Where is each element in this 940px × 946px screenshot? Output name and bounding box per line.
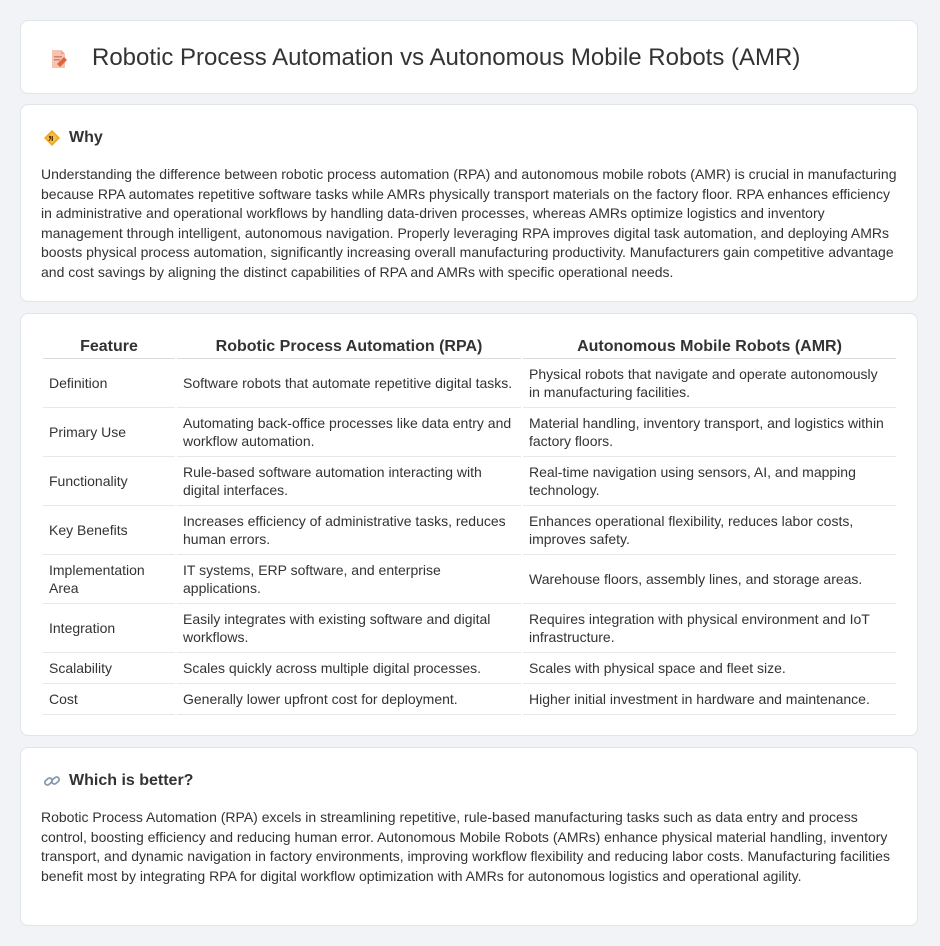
warning-sign-icon [43,129,61,147]
rpa-cell: Scales quickly across multiple digital processes. [177,653,521,684]
feature-cell: Primary Use [43,408,175,457]
table-header-row [43,335,896,359]
rpa-cell: Automating back-office processes like data entry and workflow automation. [177,408,521,457]
rpa-cell: Increases efficiency of administrative tasks, reduces human errors. [177,506,521,555]
amr-cell: Physical robots that navigate and operate autonomously in manufacturing facilities. [523,359,896,408]
amr-cell: Material handling, inventory transport, and logistics within factory floors. [523,408,896,457]
rpa-cell: Easily integrates with existing software and digital workflows. [177,604,521,653]
table-row [43,408,896,457]
why-text: Understanding the difference between robotic process automation (RPA) and autonomous mobile robots (AMR) is crucial in manufacturing because RPA automates repetitive software tasks while AMRs physically transport materials on the factory floor. RPA enhances efficiency in administrative and operational workflows by handling data-driven processes, whereas AMRs optimize logistics and inventory management through intelligent, autonomous navigation. Properly leveraging RPA improves digital task automation, and deploying AMRs boosts physical process automation, significantly increasing overall manufacturing productivity. Manufacturers gain competitive advantage and cost savings by aligning the distinct capabilities of RPA and AMRs with specific operational needs. [41,166,897,280]
comparison-table-card [20,313,918,736]
rpa-cell: Software robots that automate repetitive digital tasks. [177,359,521,408]
rpa-cell: Generally lower upfront cost for deployment. [177,684,521,715]
feature-cell: Key Benefits [43,506,175,555]
amr-cell: Real-time navigation using sensors, AI, and mapping technology. [523,457,896,506]
rpa-cell: IT systems, ERP software, and enterprise applications. [177,555,521,604]
page-title: Robotic Process Automation vs Autonomous Mobile Robots (AMR) [92,44,801,71]
rpa-cell: Rule-based software automation interacting with digital interfaces. [177,457,521,506]
table-row [43,555,896,604]
amr-cell: Enhances operational flexibility, reduces labor costs, improves safety. [523,506,896,555]
table-row [43,457,896,506]
which-is-better-heading: Which is better? [69,772,194,789]
feature-cell: Scalability [43,653,175,684]
document-edit-icon [47,47,71,71]
comparison-table [41,335,898,715]
feature-cell: Cost [43,684,175,715]
feature-cell: Integration [43,604,175,653]
feature-cell: Definition [43,359,175,408]
column-header-amr: Autonomous Mobile Robots (AMR) [523,335,896,359]
column-header-feature: Feature [43,335,175,359]
which-is-better-text: Robotic Process Automation (RPA) excels in streamlining repetitive, rule-based manufacturing tasks such as data entry and process control, boosting efficiency and reducing human error. Autonomous Mobile Robots (AMRs) enhance physical material handling, inventory transport, and dynamic navigation in factory environments, improving workflow flexibility and reducing labor costs. Manufacturing facilities benefit most by integrating RPA for digital workflow optimization with AMRs for autonomous logistics and operational agility. [41,809,890,884]
table-row [43,653,896,684]
feature-cell: Implementation Area [43,555,175,604]
amr-cell: Higher initial investment in hardware and maintenance. [523,684,896,715]
feature-cell: Functionality [43,457,175,506]
link-icon [43,772,61,790]
table-row [43,359,896,408]
title-card [20,20,918,94]
table-row [43,506,896,555]
amr-cell: Scales with physical space and fleet size. [523,653,896,684]
why-heading: Why [69,129,103,146]
column-header-rpa: Robotic Process Automation (RPA) [177,335,521,359]
which-is-better-section [20,747,918,926]
amr-cell: Warehouse floors, assembly lines, and storage areas. [523,555,896,604]
table-row [43,684,896,715]
why-section [20,104,918,302]
table-row [43,604,896,653]
amr-cell: Requires integration with physical environment and IoT infrastructure. [523,604,896,653]
